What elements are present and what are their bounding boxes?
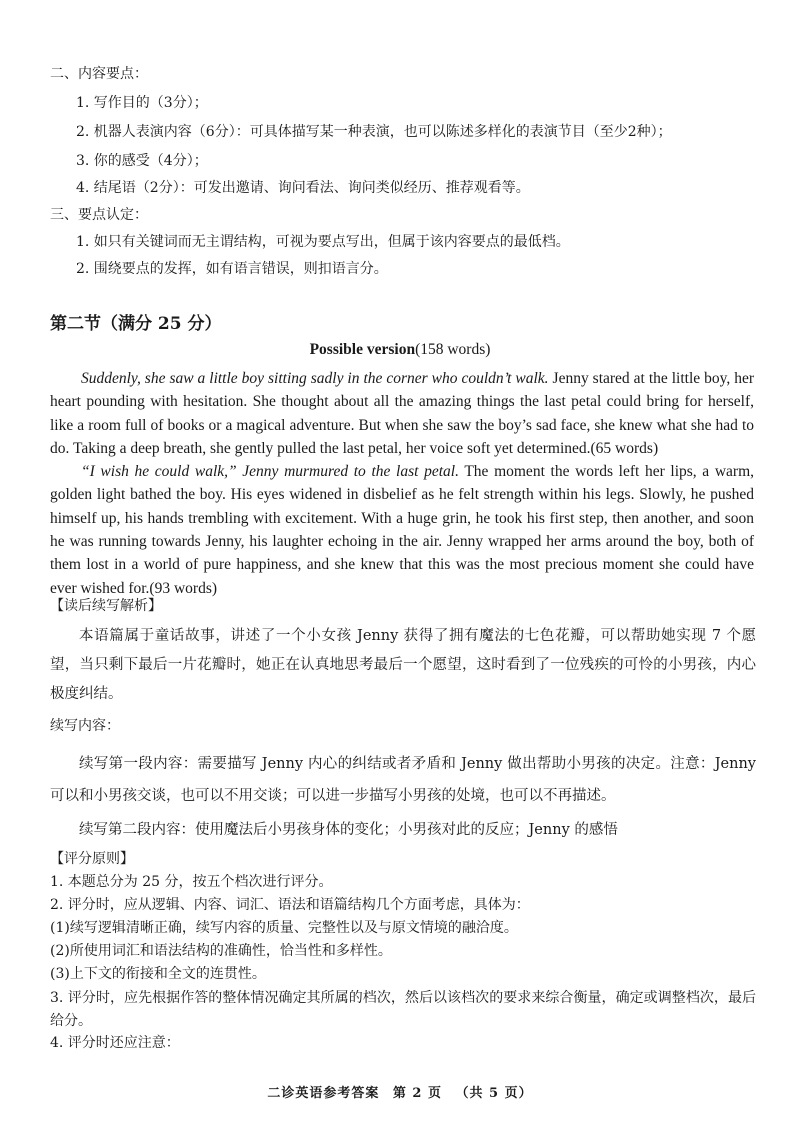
grading-line-3: (1)续写逻辑清晰正确，续写内容的质量、完整性以及与原文情境的融洽度。: [50, 920, 518, 936]
paragraph-1-opening: Suddenly, she saw a little boy sitting sadly in the corner who couldn’t walk.: [81, 370, 549, 387]
content-point-4: 4. 结尾语（2分）：可发出邀请、询问看法、询问类似经历、推荐观看等。: [76, 180, 530, 196]
footer-page-number: 第 2 页: [392, 1086, 442, 1101]
grading-line-4: (2)所使用词汇和语法结构的准确性，恰当性和多样性。: [50, 943, 392, 959]
sample-paragraph-2: [50, 460, 754, 600]
grading-item-3: [50, 987, 756, 1033]
grading-line-5: (3)上下文的衔接和全文的连贯性。: [50, 966, 266, 982]
continuation-para-1-text: 续写第一段内容：需要描写 Jenny 内心的纠结或者矛盾和 Jenny 做出帮助小男孩的决定。注意：Jenny 可以和小男孩交谈，也可以不用交谈；可以进一步描写小男孩的处境，也可以不再描述。: [50, 756, 756, 804]
grading-item-3-text: 3. 评分时，应先根据作答的整体情况确定其所属的档次，然后以该档次的要求来综合衡量，确定或调整档次，最后给分。: [50, 990, 756, 1029]
content-point-2: 2. 机器人表演内容（6分）：可具体描写某一种表演，也可以陈述多样化的表演节目（至少2种）；: [76, 124, 672, 140]
footer-subject: 二诊英语参考答案: [267, 1086, 380, 1101]
grading-heading: 【评分原则】: [50, 851, 134, 867]
footer-total-pages: （共 5 页）: [455, 1086, 533, 1101]
point-recognition-2: 2. 围绕要点的发挥，如有语言错误，则扣语言分。: [76, 261, 388, 277]
paragraph-2-body: The moment the words left her lips, a warm, golden light bathed the boy. His eyes widened in disbelief as he felt strength within his legs. Slowly, he pushed himself up, his hands trembling with excitement. With a huge grin, he took his first step, then another, and soon he was running towards Jenny, his laughter echoing in the air. Jenny wrapped her arms around the boy, both of them lost in a world of pure happiness, and she knew that this was the most precious moment she could have ever wished for.(93 words): [50, 463, 755, 597]
possible-version-heading: [0, 340, 800, 360]
content-points-heading: 二、内容要点：: [50, 66, 148, 82]
continuation-para-2-text: 续写第二段内容：使用魔法后小男孩身体的变化；小男孩对此的反应；Jenny 的感悟: [79, 822, 618, 838]
point-recognition-heading: 三、要点认定：: [50, 207, 148, 223]
analysis-heading: 【读后续写解析】: [50, 598, 162, 614]
possible-version-count: (158 words): [415, 341, 491, 358]
paragraph-1-body: Jenny stared at the little boy, her heart pounding with hesitation. She thought about all the amazing things the last petal could bring for herself, like a room full of books or a magical adventure. But when she saw the boy’s sad face, she knew what she had to do. Taking a deep breath, she gently pulled the last petal, her voice soft yet determined.(65 words): [50, 370, 755, 457]
grading-line-1: 1. 本题总分为 25 分，按五个档次进行评分。: [50, 874, 333, 890]
continuation-para-2: [50, 819, 756, 841]
continuation-para-1: [50, 748, 756, 812]
sample-paragraph-1: [50, 367, 754, 460]
paragraph-2-opening: “I wish he could walk,” Jenny murmured to the last petal.: [81, 463, 459, 481]
content-point-3: 3. 你的感受（4分）；: [76, 153, 208, 169]
page-footer: [0, 1082, 800, 1101]
grading-item-4: 4. 评分时还应注意：: [50, 1035, 180, 1051]
analysis-body: [50, 622, 756, 709]
possible-version-label: Possible version: [309, 341, 416, 358]
grading-line-2: 2. 评分时，应从逻辑、内容、词汇、语法和语篇结构几个方面考虑，具体为：: [50, 897, 530, 913]
sample-essay: [50, 367, 754, 600]
content-point-1: 1. 写作目的（3分）；: [76, 95, 208, 111]
section-title: 第二节（满分 25 分）: [50, 314, 222, 334]
point-recognition-1: 1. 如只有关键词而无主谓结构，可视为要点写出，但属于该内容要点的最低档。: [76, 234, 570, 250]
analysis-body-text: 本语篇属于童话故事，讲述了一个小女孩 Jenny 获得了拥有魔法的七色花瓣，可以帮助她实现 7 个愿望，当只剩下最后一片花瓣时，她正在认真地思考最后一个愿望，这时看到了一位残疾的可怜的小男孩，内心极度纠结。: [50, 628, 756, 702]
continuation-content-label: 续写内容：: [50, 718, 120, 734]
